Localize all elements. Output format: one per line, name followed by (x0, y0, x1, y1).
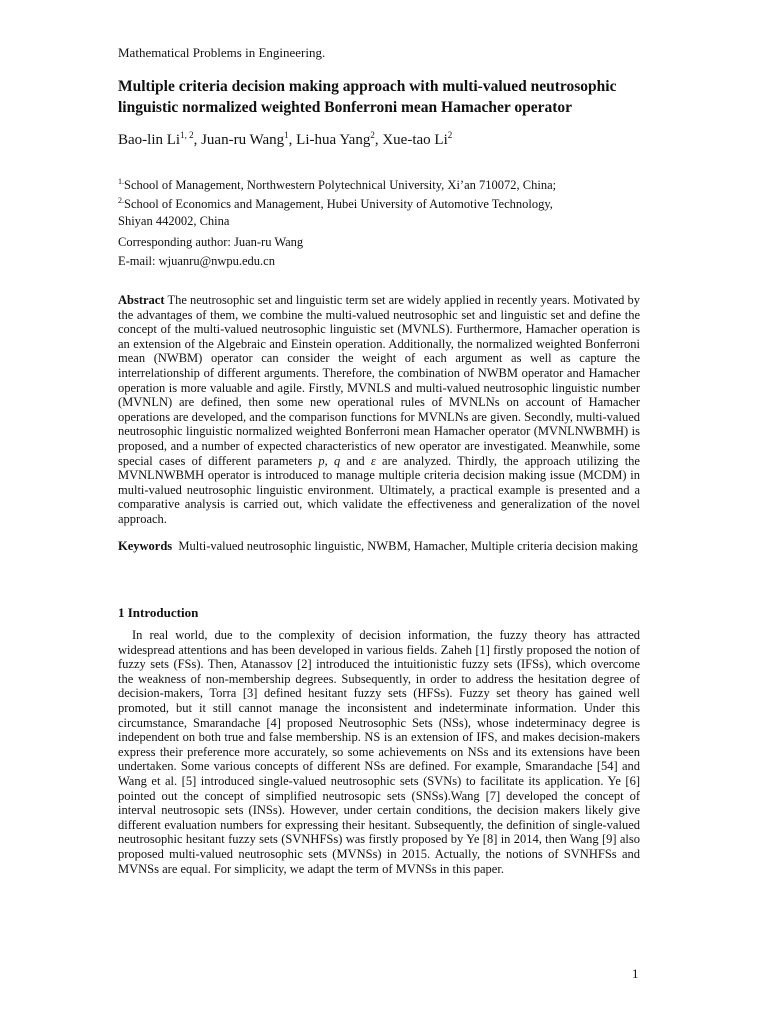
section-heading: 1 Introduction (118, 605, 199, 620)
author-affiliation-mark: 2 (370, 130, 375, 140)
affiliation-text: School of Management, Northwestern Polytechnical University, Xi’an 710072, China; (124, 178, 557, 193)
email-line: E-mail: wjuanru@nwpu.edu.cn (118, 254, 275, 268)
affiliation-address: Shiyan 442002, China (118, 214, 230, 228)
affiliation-mark: 2. (118, 196, 124, 205)
page-number: 1 (632, 966, 639, 981)
abstract-and: and (340, 453, 371, 468)
abstract-text-part2: are analyzed. Thirdly, the approach utilizing the MVNLNWBMH operator is introduced to manage multiple criteria decision making issue (MCDM) in multi-valued neutrosophic linguistic environment. Ultimately, a practical example is presented and a comparative analysis is carried out, which validate the effectiveness and generalization of the novel approach. (118, 453, 640, 526)
author-name: Bao-lin Li (118, 132, 181, 148)
author-affiliation-mark: 1 (284, 130, 289, 140)
abstract-paragraph (118, 293, 640, 527)
introduction-paragraph: In real world, due to the complexity of decision information, the fuzzy theory has attracted widespread attentions and has been developed in various fields. Zaheh [1] firstly proposed the notion of fuzzy sets (FSs). Then, Atanassov [2] introduced the intuitionistic fuzzy sets (IFSs), which overcome the weakness of non-membership degrees. Subsequently, in order to address the hesitation degree of decision-makers, Torra [3] defined hesitant fuzzy sets (HFSs). Fuzzy set theory has gained well promoted, but it still cannot manage the inconsistent and indeterminate information. Under this circumstance, Smarandache [4] proposed Neutrosophic Sets (NSs), whose indeterminacy degree is independent on both true and false membership. NS is an extension of IFS, and makes decision-makers express their preference more accurately, so some achievements on NSs and its extensions have been undertaken. Some various concepts of different NSs are defined. For example, Smarandache [54] and Wang et al. [5] introduced single-valued neutrosophic sets (SVNs) to facilitate its application. Ye [6] pointed out the concept of simplified neutrosopic sets (SNSs).Wang [7] developed the concept of interval neutrosopic sets (INSs). However, under certain conditions, the decision makers likely give different evaluation numbers for expressing their hesitant. Subsequently, the definition of single-valued neutrosophic hesitant fuzzy sets (SVNHFSs) was firstly proposed by Ye [8] in 2014, then Wang [9] also proposed multi-valued neutrosophic sets (MVNSs) in 2015. Actually, the notions of SVNHFSs and MVNSs are equal. For simplicity, we adapt the term of MVNSs in this paper. (118, 628, 640, 876)
keywords-line (118, 539, 648, 554)
keywords-label: Keywords (118, 539, 173, 553)
author-name: Juan-ru Wang (201, 132, 285, 148)
abstract-text-part1: The neutrosophic set and linguistic term set are widely applied in recently years. Motivated by the advantages of them, we combine the multi-valued neutrosophic set and linguistic set and define the concept of the multi-valued neutrosophic linguistic set (MVNLS). Furthermore, Hamacher operation is an extension of the Algebraic and Einstein operation. Additionally, the normalized weighted Bonferroni mean (NWBM) operator can consider the weight of each argument as well as capture the interrelationship of different arguments. Therefore, the combination of NWBM operator and Hamacher operation is more valuable and agile. Firstly, MVNLS and multi-valued neutrosophic linguistic number (MVNLN) are defined, then some new operational rules of MVNLNs on account of Hamacher operations are developed, and the comparison functions for MVNLNs are given. Secondly, multi-valued neutrosophic linguistic normalized weighted Bonferroni mean Hamacher operator (MVNLNWBMH) is proposed, and a number of expected characteristics of new operator are investigated. Meanwhile, some special cases of different parameters (118, 293, 640, 468)
author-name: Xue-tao Li (382, 132, 448, 148)
abstract-parameter-epsilon: ε (370, 453, 376, 468)
author-name: Li-hua Yang (296, 132, 371, 148)
affiliation-2 (118, 193, 553, 212)
abstract-parameters: p, q (318, 453, 341, 468)
journal-name: Mathematical Problems in Engineering. (118, 45, 326, 60)
abstract-label: Abstract (118, 293, 165, 307)
paper-title: Multiple criteria decision making approach with multi-valued neutrosophic linguistic normalized weighted Bonferroni mean Hamacher operator (118, 78, 617, 116)
author-affiliation-mark: 1, 2 (180, 130, 194, 140)
author-list: Bao-lin Li$^{1, 2}$, Juan-ru Wang$^1$, Li-hua Yang$^2$, Xue-tao Li$^2$ (118, 130, 453, 148)
affiliation-text: School of Economics and Management, Hubei University of Automotive Technology, (124, 197, 553, 212)
affiliation-1 (118, 174, 556, 193)
corresponding-author: Corresponding author: Juan-ru Wang (118, 235, 304, 249)
affiliation-mark: 1. (118, 177, 124, 186)
author-affiliation-mark: 2 (447, 130, 453, 140)
keywords-text: Multi-valued neutrosophic linguistic, NWBM, Hamacher, Multiple criteria decision making (178, 539, 638, 553)
